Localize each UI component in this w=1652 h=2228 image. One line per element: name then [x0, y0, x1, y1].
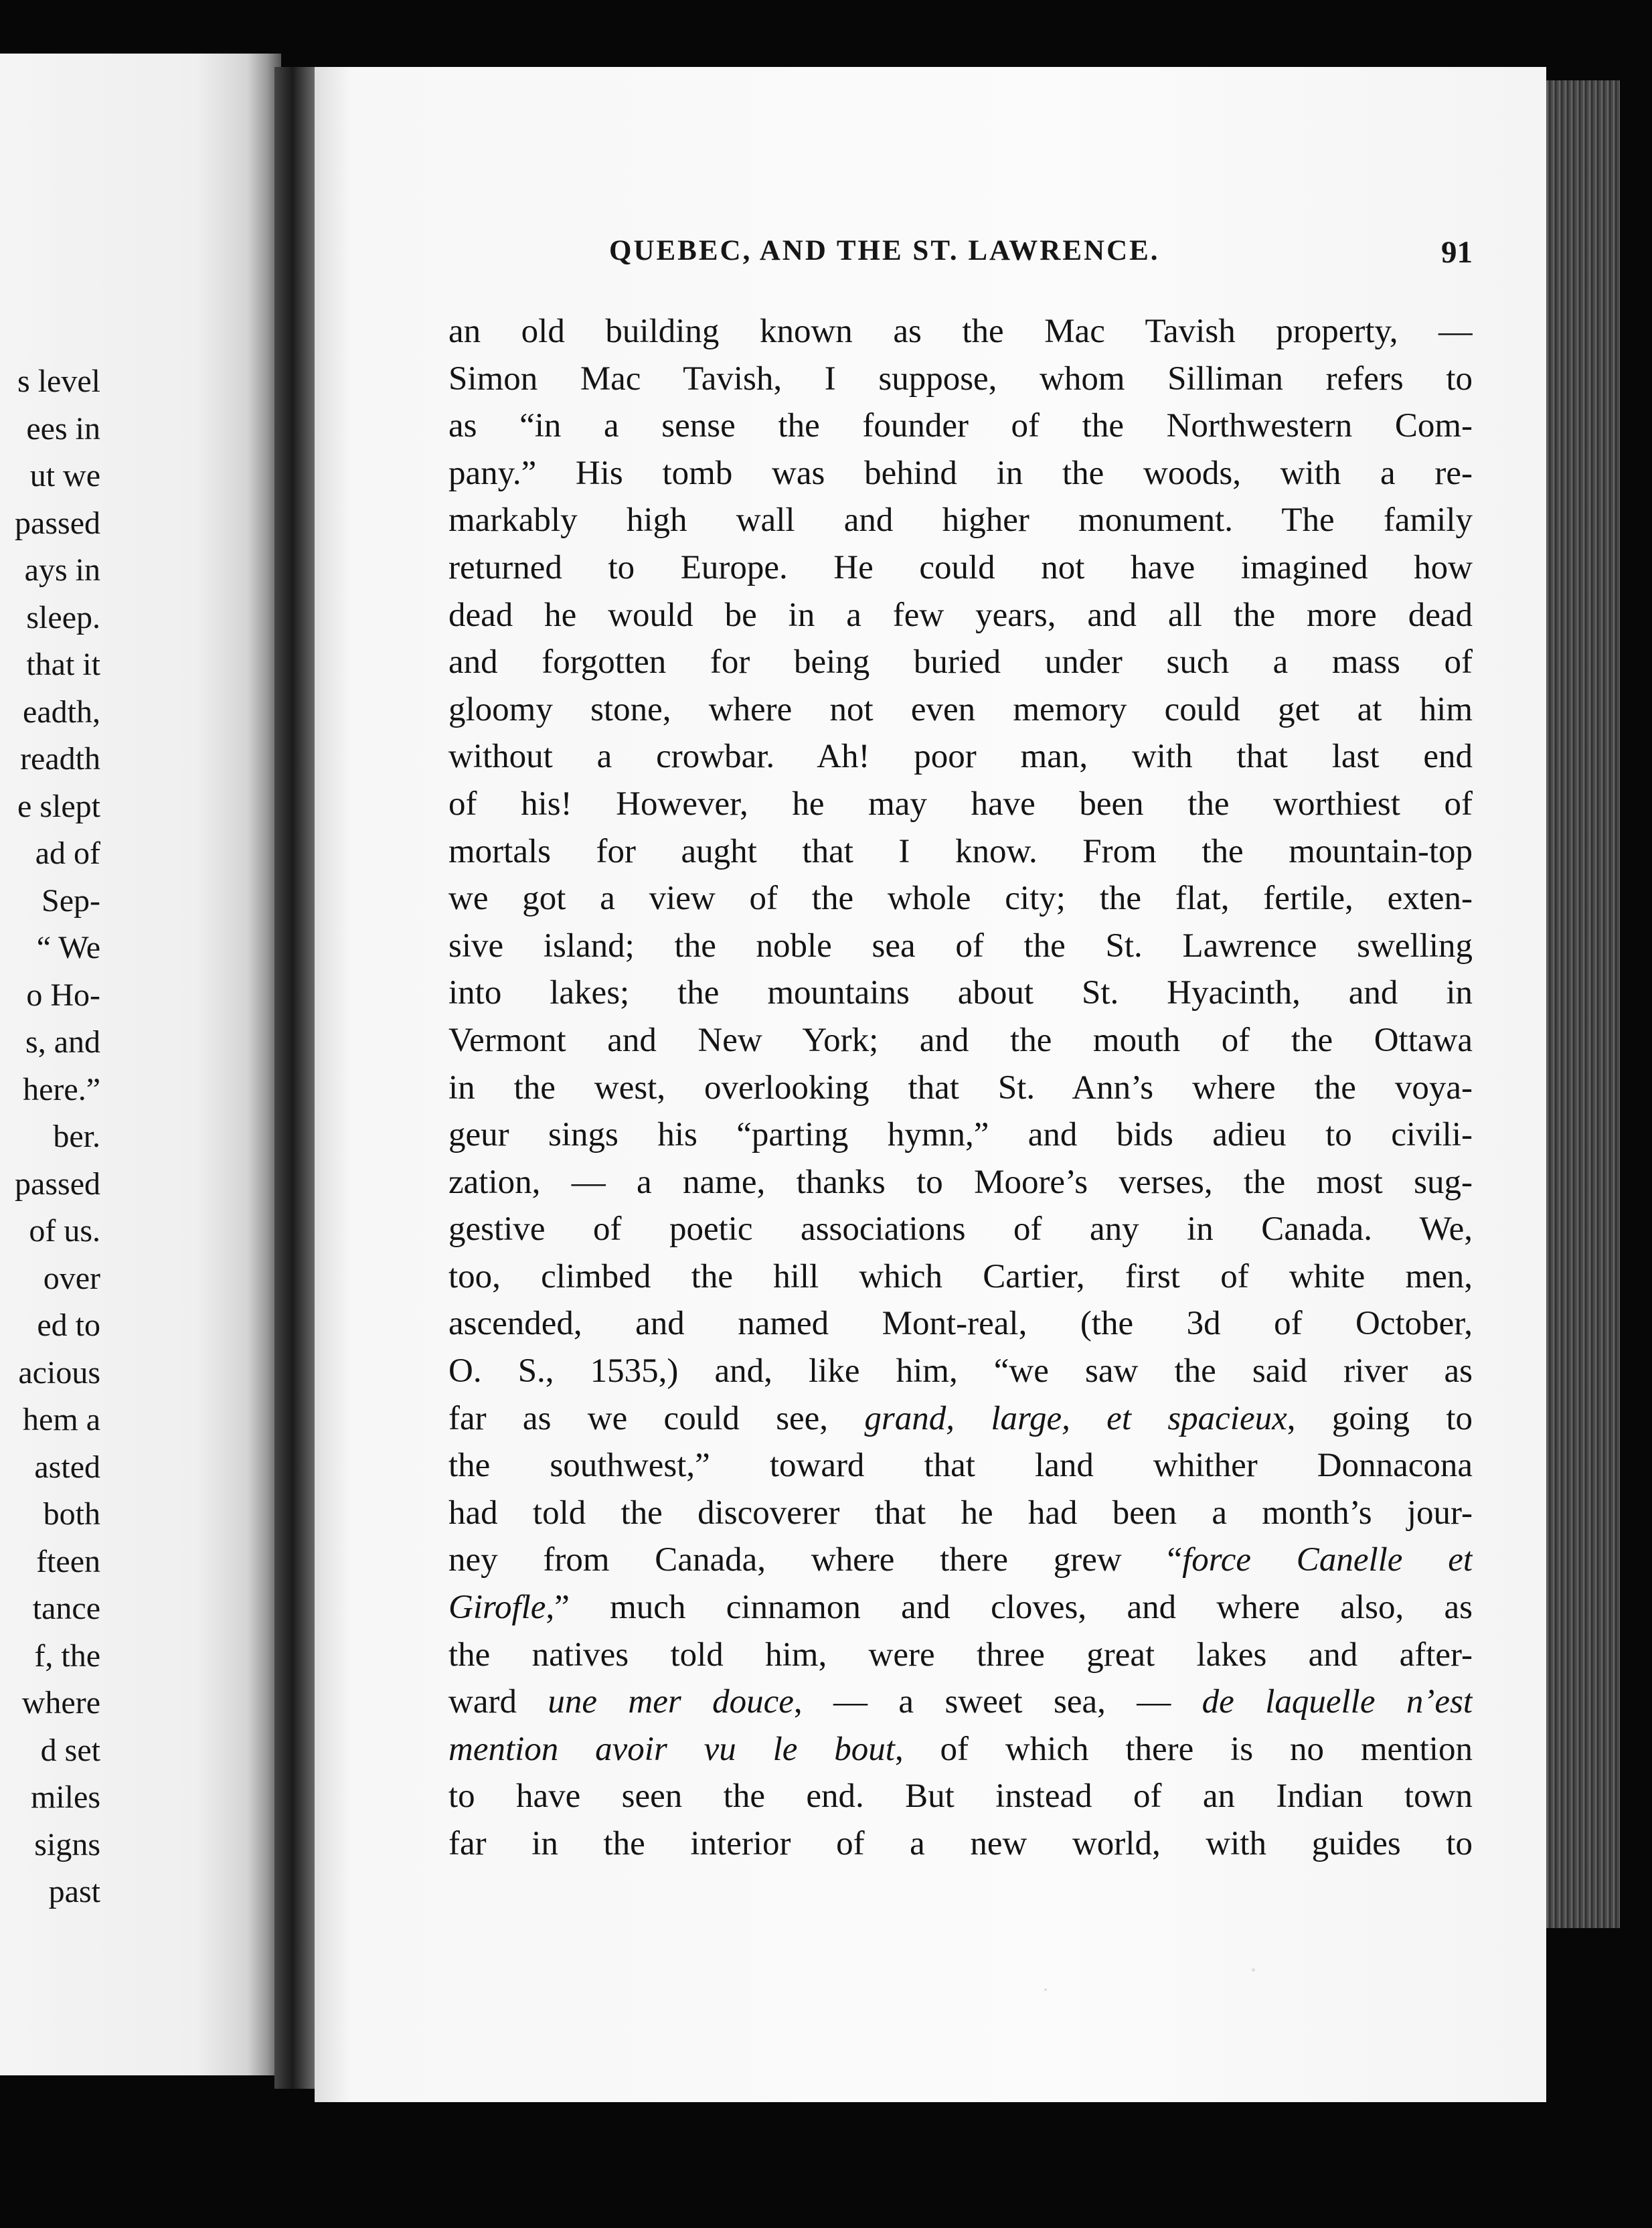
left-page-fragment: asted [34, 1449, 100, 1485]
text-run: and forgotten for being buried under such a mass of [448, 643, 1473, 682]
left-page-fragment: ays in [24, 552, 100, 588]
text-line [448, 639, 1473, 686]
book-gutter [274, 67, 315, 2089]
left-page-fragment: where [21, 1685, 100, 1721]
left-page-fragment: o Ho- [26, 977, 100, 1013]
left-page-fragment: d set [40, 1732, 100, 1768]
text-run: ,” much cinnamon and cloves, and where also, as [546, 1589, 1473, 1627]
text-run: , going to [1287, 1399, 1473, 1437]
text-run: far in the interior of a new world, with guides to [448, 1825, 1473, 1862]
scan-speck [1252, 1968, 1255, 1972]
left-page-text-fragments [0, 358, 100, 1916]
text-run: zation, — a name, thanks to Moore’s verses, the most sug- [448, 1163, 1473, 1201]
text-line [448, 1773, 1473, 1820]
text-line [448, 969, 1473, 1017]
text-run: the natives told him, were three great lakes and after- [448, 1636, 1473, 1674]
text-line [448, 1111, 1473, 1159]
left-page-fragment: here.” [23, 1071, 100, 1107]
left-page-fragment: ber. [53, 1119, 100, 1154]
left-page-fragment: Sep- [42, 882, 100, 919]
text-line [448, 1159, 1473, 1206]
text-run: without a crowbar. Ah! poor man, with that last end [448, 738, 1473, 776]
text-line [448, 355, 1473, 403]
text-line [448, 450, 1473, 497]
text-run: dead he would be in a few years, and all the more dead [448, 596, 1473, 634]
text-line [448, 592, 1473, 639]
text-line [448, 497, 1473, 544]
text-run: into lakes; the mountains about St. Hyacinth, and in [448, 974, 1473, 1012]
italic-run: mention avoir vu le bout [448, 1730, 895, 1768]
text-run: , of which there is no mention [894, 1730, 1473, 1768]
text-line [448, 1632, 1473, 1679]
text-line [448, 781, 1473, 828]
left-page-fragment: tance [32, 1591, 100, 1626]
left-page-fragment: ed to [37, 1307, 100, 1343]
text-line [448, 308, 1473, 355]
left-page-fragment: s level [17, 364, 100, 399]
text-line [448, 1678, 1473, 1726]
left-page-fragment: ut we [29, 458, 100, 493]
left-page-fragment: both [43, 1496, 100, 1532]
left-page-fragment: sleep. [26, 599, 100, 635]
text-run: ascended, and named Mont-real, (the 3d of October, [448, 1305, 1473, 1343]
text-run: O. S., 1535,) and, like him, “we saw the said river as [448, 1352, 1473, 1390]
left-page-fragment: signs [34, 1826, 100, 1862]
text-line [448, 733, 1473, 781]
left-page-fragment: readth [20, 741, 100, 777]
italic-run: une mer douce [548, 1683, 794, 1721]
page-edge-stack [1540, 80, 1620, 1928]
text-line [448, 875, 1473, 923]
left-page-fragment: of us. [29, 1213, 100, 1249]
text-line [448, 686, 1473, 734]
text-run: we got a view of the whole city; the flat, fertile, exten- [448, 880, 1473, 918]
text-line [448, 1253, 1473, 1301]
left-page-fragment: acious [18, 1354, 100, 1390]
left-page-fragment: ees in [26, 410, 100, 447]
text-run: the southwest,” toward that land whither Donnacona [448, 1447, 1473, 1485]
italic-run: de laquelle n’est [1202, 1683, 1473, 1721]
body-text [448, 308, 1473, 1868]
text-run: as “in a sense the founder of the Northwestern Com- [448, 407, 1473, 445]
text-line [448, 1206, 1473, 1253]
text-line [448, 402, 1473, 450]
text-line [448, 828, 1473, 876]
left-page-fragment: f, the [34, 1638, 100, 1674]
running-head-title: QUEBEC, AND THE ST. LAWRENCE. [609, 235, 1160, 266]
text-line [448, 923, 1473, 970]
text-run: ward [448, 1683, 548, 1721]
text-run: to have seen the end. But instead of an Indian town [448, 1777, 1473, 1816]
text-run: too, climbed the hill which Cartier, first of white men, [448, 1257, 1473, 1295]
text-run: an old building known as the Mac Tavish property, — [448, 313, 1473, 350]
text-line [448, 1490, 1473, 1537]
text-line [448, 1348, 1473, 1395]
text-run: in the west, overlooking that St. Ann’s where the voya- [448, 1068, 1473, 1107]
text-line [448, 1442, 1473, 1490]
text-run: markably high wall and higher monument. The family [448, 501, 1473, 540]
italic-run: force Canelle et [1182, 1541, 1473, 1579]
left-page-fragment: miles [31, 1779, 100, 1815]
left-page-fragment: over [43, 1260, 100, 1296]
text-run: gestive of poetic associations of any in Canada. We, [448, 1210, 1473, 1249]
italic-run: grand, large, et spacieux [864, 1399, 1287, 1437]
left-page-fragment: s, and [25, 1024, 100, 1060]
italic-run: Girofle [448, 1589, 546, 1627]
left-page-fragment: hem a [23, 1402, 100, 1437]
left-page-fragment: ad of [35, 836, 100, 871]
left-page [0, 54, 281, 2075]
text-line [448, 1017, 1473, 1064]
text-run: had told the discoverer that he had been a month’s jour- [448, 1494, 1473, 1532]
text-run: returned to Europe. He could not have imagined how [448, 548, 1473, 586]
right-page [315, 67, 1546, 2102]
text-run: gloomy stone, where not even memory could get at him [448, 690, 1473, 728]
text-run: , — a sweet sea, — [793, 1683, 1202, 1721]
text-run: sive island; the noble sea of the St. Lawrence swelling [448, 927, 1473, 965]
text-line [448, 1064, 1473, 1112]
left-page-fragment: eadth, [23, 694, 100, 730]
text-line [448, 1820, 1473, 1868]
text-run: Simon Mac Tavish, I suppose, whom Silliman refers to [448, 360, 1473, 398]
text-line [448, 1536, 1473, 1584]
left-page-fragment: fteen [36, 1543, 100, 1579]
text-run: of his! However, he may have been the worthiest of [448, 785, 1473, 823]
left-page-fragment: that it [26, 647, 100, 682]
running-head [448, 234, 1473, 281]
left-page-fragment: passed [15, 1166, 100, 1202]
text-run: ney from Canada, where there grew “ [448, 1541, 1183, 1579]
left-page-fragment: past [48, 1874, 100, 1909]
scan-speck [1044, 1988, 1047, 1991]
text-line [448, 544, 1473, 592]
left-page-fragment: passed [15, 505, 100, 541]
text-run: pany.” His tomb was behind in the woods, with a re- [448, 454, 1473, 492]
text-line [448, 1584, 1473, 1632]
text-run: mortals for aught that I know. From the mountain-top [448, 832, 1473, 870]
left-page-fragment: “ We [36, 930, 100, 965]
page-number: 91 [1441, 235, 1473, 270]
text-run: Vermont and New York; and the mouth of the Ottawa [448, 1021, 1473, 1059]
text-line [448, 1300, 1473, 1348]
text-line [448, 1395, 1473, 1443]
left-page-fragment: e slept [17, 788, 100, 824]
text-run: geur sings his “parting hymn,” and bids adieu to civili- [448, 1116, 1473, 1154]
text-line [448, 1726, 1473, 1773]
text-run: far as we could see, [448, 1399, 865, 1437]
